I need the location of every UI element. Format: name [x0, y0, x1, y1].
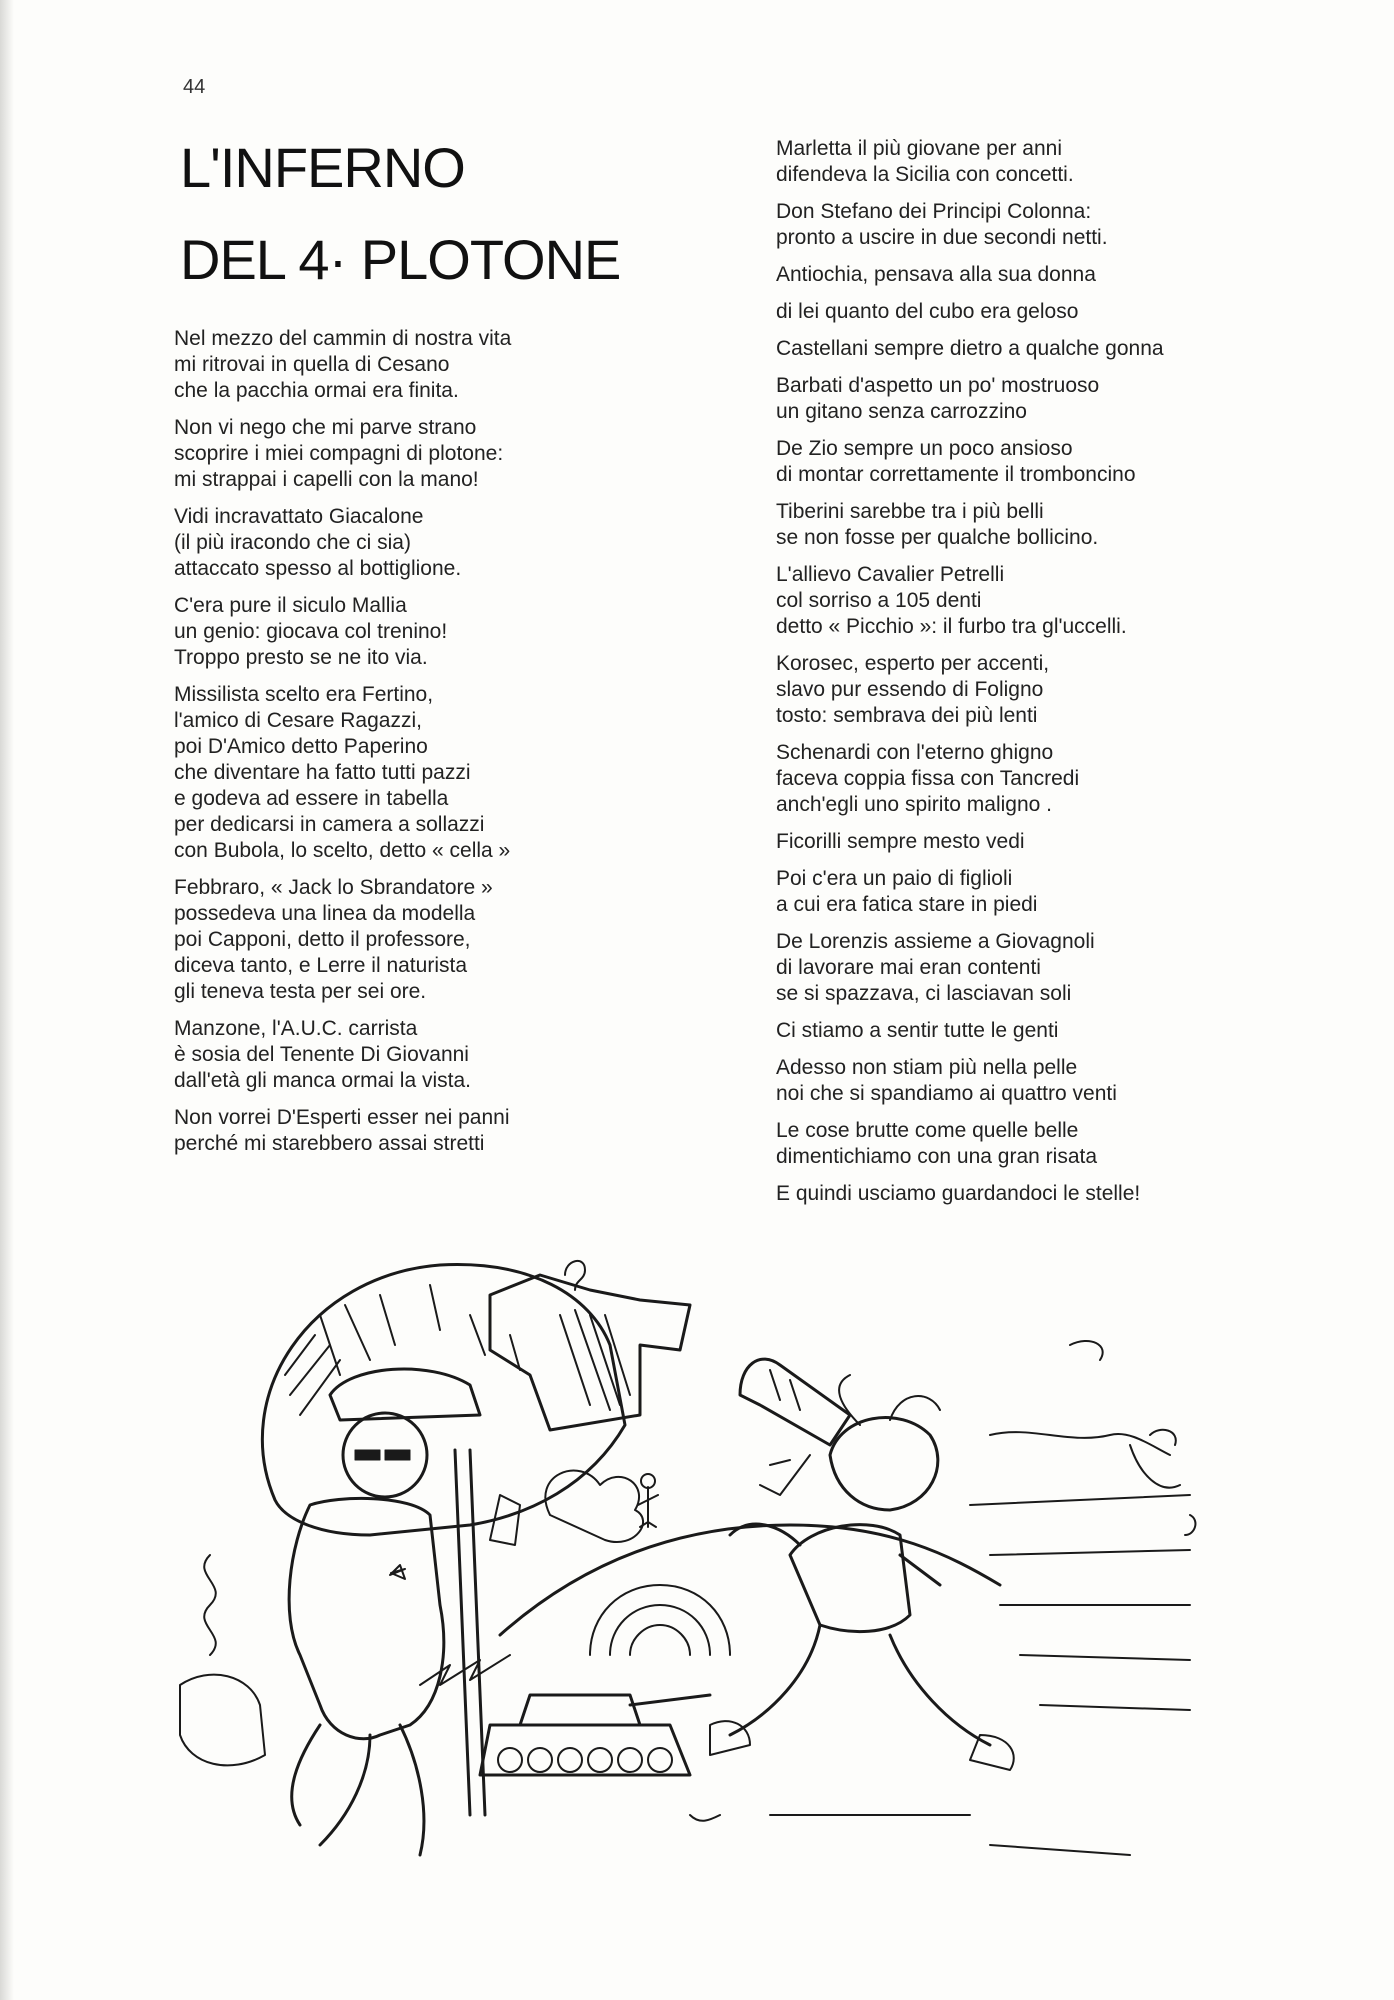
- poem-stanza: [174, 326, 604, 404]
- poem-stanza: [776, 1055, 1236, 1107]
- scan-edge-shadow: [0, 0, 14, 2000]
- poem-verse: diceva tanto, e Lerre il naturista: [174, 954, 467, 977]
- poem-verse: De Lorenzis assieme a Giovagnoli: [776, 930, 1095, 953]
- poem-verse: slavo pur essendo di Foligno: [776, 678, 1044, 701]
- poem-verse: Febbraro, « Jack lo Sbrandatore »: [174, 876, 493, 899]
- boots: [180, 1675, 265, 1766]
- poem-verse: di lei quanto del cubo era geloso: [776, 300, 1079, 323]
- poem-verse: E quindi usciamo guardandoci le stelle!: [776, 1182, 1141, 1205]
- poem-verse: C'era pure il siculo Mallia: [174, 594, 407, 617]
- poem-verse: tosto: sembrava dei più lenti: [776, 704, 1038, 727]
- poem-stanza: [174, 1016, 604, 1094]
- poem-stanza: [776, 299, 1236, 325]
- poem-verse: Barbati d'aspetto un po' mostruoso: [776, 374, 1100, 397]
- poem-verse: Antiochia, pensava alla sua donna: [776, 263, 1096, 286]
- poem-verse: un genio: giocava col trenino!: [174, 620, 448, 643]
- poem-verse: Manzone, l'A.U.C. carrista: [174, 1017, 418, 1040]
- poem-stanza: [776, 1018, 1236, 1044]
- poem-verse: Marletta il più giovane per anni: [776, 137, 1063, 160]
- poem-verse: dimentichiamo con una gran risata: [776, 1145, 1098, 1168]
- poem-verse: a cui era fatica stare in piedi: [776, 893, 1038, 916]
- tank: [480, 1695, 710, 1775]
- missile: [740, 1359, 850, 1445]
- poem-verse: dall'età gli manca ormai la vista.: [174, 1069, 471, 1092]
- poem-verse: detto « Picchio »: il furbo tra gl'uccelli.: [776, 615, 1127, 638]
- poem-stanza: [776, 436, 1236, 488]
- poem-stanza: [776, 1118, 1236, 1170]
- poem-verse: Adesso non stiam più nella pelle: [776, 1056, 1078, 1079]
- poem-stanza: [776, 336, 1236, 362]
- poem-verse: noi che si spandiamo ai quattro venti: [776, 1082, 1117, 1105]
- radar-waves: [590, 1585, 730, 1655]
- poem-verse: mi strappai i capelli con la mano!: [174, 468, 479, 491]
- poem-verse: pronto a uscire in due secondi netti.: [776, 226, 1108, 249]
- slingshot-soldier-body: [790, 1525, 910, 1632]
- poem-verse: un gitano senza carrozzino: [776, 400, 1027, 423]
- poem-verse: Don Stefano dei Principi Colonna:: [776, 200, 1092, 223]
- poem-verse: Ficorilli sempre mesto vedi: [776, 830, 1025, 853]
- poem-verse: difendeva la Sicilia con concetti.: [776, 163, 1074, 186]
- poem-verse: se non fosse per qualche bollicino.: [776, 526, 1099, 549]
- poem-verse: è sosia del Tenente Di Giovanni: [174, 1043, 469, 1066]
- poem-stanza: [174, 593, 604, 671]
- poem-verse: poi D'Amico detto Paperino: [174, 735, 428, 758]
- poem-stanza: [776, 562, 1236, 640]
- poem-right-column: [776, 136, 1236, 1218]
- poem-verse: col sorriso a 105 denti: [776, 589, 982, 612]
- poem-verse: di montar correttamente il tromboncino: [776, 463, 1136, 486]
- poem-stanza: [776, 929, 1236, 1007]
- poem-verse: anch'egli uno spirito maligno .: [776, 793, 1053, 816]
- wooden-pole: [455, 1450, 485, 1815]
- poem-verse: Castellani sempre dietro a qualche gonna: [776, 337, 1164, 360]
- poem-verse: Tiberini sarebbe tra i più belli: [776, 500, 1044, 523]
- poem-verse: L'allievo Cavalier Petrelli: [776, 563, 1005, 586]
- poem-stanza: [776, 866, 1236, 918]
- soldier-cap: [330, 1369, 480, 1420]
- title-line-1: L'INFERNO: [180, 136, 465, 199]
- poem-verse: che diventare ha fatto tutti pazzi: [174, 761, 471, 784]
- poem-stanza: [776, 373, 1236, 425]
- poem-stanza: [174, 875, 604, 1005]
- poem-verse: (il più iracondo che ci sia): [174, 531, 411, 554]
- poem-verse: gli teneva testa per sei ore.: [174, 980, 427, 1003]
- poem-verse: scoprire i miei compagni di plotone:: [174, 442, 504, 465]
- slingshot-soldier-head: [830, 1418, 938, 1510]
- poem-verse: l'amico di Cesare Ragazzi,: [174, 709, 422, 732]
- poem-stanza: [776, 499, 1236, 551]
- poem-stanza: [174, 682, 604, 864]
- poem-verse: Schenardi con l'eterno ghigno: [776, 741, 1054, 764]
- poem-verse: perché mi starebbero assai stretti: [174, 1132, 485, 1155]
- poem-verse: se si spazzava, ci lasciavan soli: [776, 982, 1072, 1005]
- poem-verse: Le cose brutte come quelle belle: [776, 1119, 1079, 1142]
- poem-stanza: [174, 1105, 604, 1157]
- poem-verse: faceva coppia fissa con Tancredi: [776, 767, 1080, 790]
- speed-lines: [970, 1495, 1190, 1710]
- poem-stanza: [174, 415, 604, 493]
- poem-verse: e godeva ad essere in tabella: [174, 787, 449, 810]
- poem-verse: poi Capponi, detto il professore,: [174, 928, 471, 951]
- page-title: [180, 128, 620, 300]
- poem-verse: per dedicarsi in camera a sollazzi: [174, 813, 485, 836]
- poem-verse: possedeva una linea da modella: [174, 902, 476, 925]
- poem-verse: che la pacchia ormai era finita.: [174, 379, 459, 402]
- poem-verse: Missilista scelto era Fertino,: [174, 683, 434, 706]
- poem-verse: Korosec, esperto per accenti,: [776, 652, 1050, 675]
- poem-stanza: [776, 262, 1236, 288]
- poem-left-column: [174, 326, 604, 1168]
- poem-verse: Non vorrei D'Esperti esser nei panni: [174, 1106, 510, 1129]
- poem-verse: con Bubola, lo scelto, detto « cella »: [174, 839, 511, 862]
- page-number: 44: [183, 76, 206, 98]
- poem-stanza: [776, 651, 1236, 729]
- globe-outline: [262, 1265, 625, 1535]
- poem-verse: attaccato spesso al bottiglione.: [174, 557, 462, 580]
- poem-verse: mi ritrovai in quella di Cesano: [174, 353, 450, 376]
- hill: [500, 1525, 1000, 1635]
- poem-stanza: [776, 136, 1236, 188]
- poem-verse: Poi c'era un paio di figlioli: [776, 867, 1013, 890]
- poem-verse: Vidi incravattato Giacalone: [174, 505, 424, 528]
- poem-verse: Nel mezzo del cammin di nostra vita: [174, 327, 512, 350]
- poem-stanza: [776, 1181, 1236, 1207]
- poem-stanza: [776, 199, 1236, 251]
- poem-stanza: [776, 740, 1236, 818]
- title-line-2: DEL 4· PLOTONE: [180, 228, 621, 291]
- poem-stanza: [776, 829, 1236, 855]
- small-figure: [638, 1487, 658, 1527]
- poem-verse: De Zio sempre un poco ansioso: [776, 437, 1073, 460]
- poem-verse: Non vi nego che mi parve strano: [174, 416, 477, 439]
- poem-verse: Troppo presto se ne ito via.: [174, 646, 428, 669]
- poem-verse: di lavorare mai eran contenti: [776, 956, 1041, 979]
- cartoon-illustration: [170, 1255, 1280, 1895]
- poem-verse: Ci stiamo a sentir tutte le genti: [776, 1019, 1059, 1042]
- poem-stanza: [174, 504, 604, 582]
